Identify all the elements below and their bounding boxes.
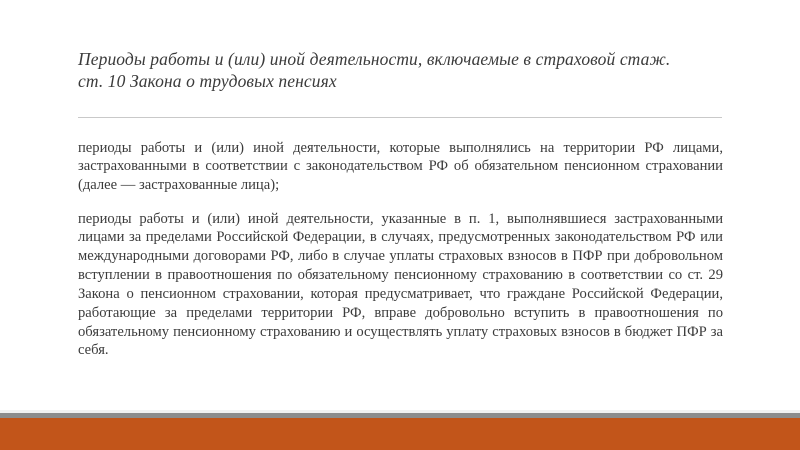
body-paragraph-2: периоды работы и (или) иной деятельности, указанные в п. 1, выполнявшиеся застрахованными лицами за пределами Российской Федерации, в случаях, предусмотренных законодательством РФ или международными договорами РФ, либо в случае уплаты страховых взносов в ПФР при добровольном вступлении в правоотношения по обязательному пенсионному страхованию в соответствии со ст. 29 Закона о пенсионном страховании, которая предусматривает, что граждане Российской Федерации, работающие за пределами территории РФ, вправе добровольно вступить в правоотношения по обязательному пенсионному страхованию и осуществлять уплату страховых взносов в бюджет ПФР за себя. xyxy=(78,210,723,359)
title-line-2: ст. 10 Закона о трудовых пенсиях xyxy=(78,71,337,92)
footer-bar xyxy=(0,418,800,450)
slide-title xyxy=(78,48,718,93)
slide-body xyxy=(78,124,723,360)
title-divider xyxy=(78,117,722,118)
body-paragraph-1: периоды работы и (или) иной деятельности, которые выполнялись на территории РФ лицами, застрахованными в соответствии с законодательством РФ об обязательном пенсионном страховании (далее — застрахованные лица); xyxy=(78,139,723,194)
title-line-1: Периоды работы и (или) иной деятельности, включаемые в страховой стаж. xyxy=(78,49,671,69)
